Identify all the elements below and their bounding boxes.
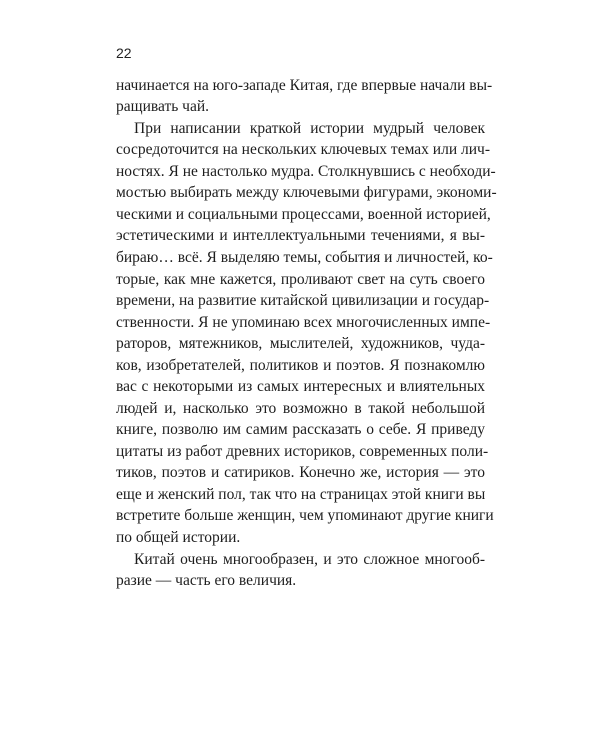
text-line: по общей истории.	[116, 529, 241, 546]
text-line: книге, позволю им самим рассказать о себе. Я приведу	[116, 421, 485, 438]
text-line: начинается на юго-западе Китая, где впервые начали вы-	[116, 77, 493, 94]
text-line: ращивать чай.	[116, 98, 210, 115]
text-line: При написании краткой истории мудрый человек	[134, 120, 485, 137]
page-number: 22	[116, 45, 132, 61]
text-line: ков, изобретателей, политиков и поэтов. Я познакомлю	[116, 357, 485, 374]
text-line: раторов, мятежников, мыслителей, художников, чуда-	[116, 335, 485, 352]
text-line: еще и женский пол, так что на страницах этой книги вы	[116, 486, 486, 503]
text-line: ческими и социальными процессами, военной историей,	[116, 206, 491, 223]
text-line: бираю… всё. Я выделяю темы, события и личностей, ко-	[116, 249, 493, 266]
text-line: встретите больше женщин, чем упоминают другие книги	[116, 507, 494, 524]
text-line: тиков, поэтов и сатириков. Конечно же, история — это	[116, 464, 485, 481]
text-line: эстетическими и интеллектуальными течениями, я вы-	[116, 227, 485, 244]
text-line: ственности. Я не упоминаю всех многочисленных импе-	[116, 314, 491, 331]
text-line: ностях. Я не настолько мудра. Столкнувшись с необходи-	[116, 163, 496, 180]
text-line: вас с некоторыми из самых интересных и влиятельных	[116, 378, 485, 395]
text-line: времени, на развитие китайской цивилизации и государ-	[116, 292, 490, 309]
text-line: сосредоточится на нескольких ключевых темах или лич-	[116, 141, 490, 158]
text-line: цитаты из работ древних историков, современных поли-	[116, 443, 489, 460]
text-line: разие — часть его величия.	[116, 572, 297, 589]
text-line: торые, как мне кажется, проливают свет на суть своего	[116, 271, 485, 288]
text-line: людей и, насколько это возможно в такой небольшой	[116, 400, 485, 417]
text-line: мостью выбирать между ключевыми фигурами, экономи-	[116, 184, 497, 201]
text-line: Китай очень многообразен, и это сложное многооб-	[134, 551, 485, 568]
